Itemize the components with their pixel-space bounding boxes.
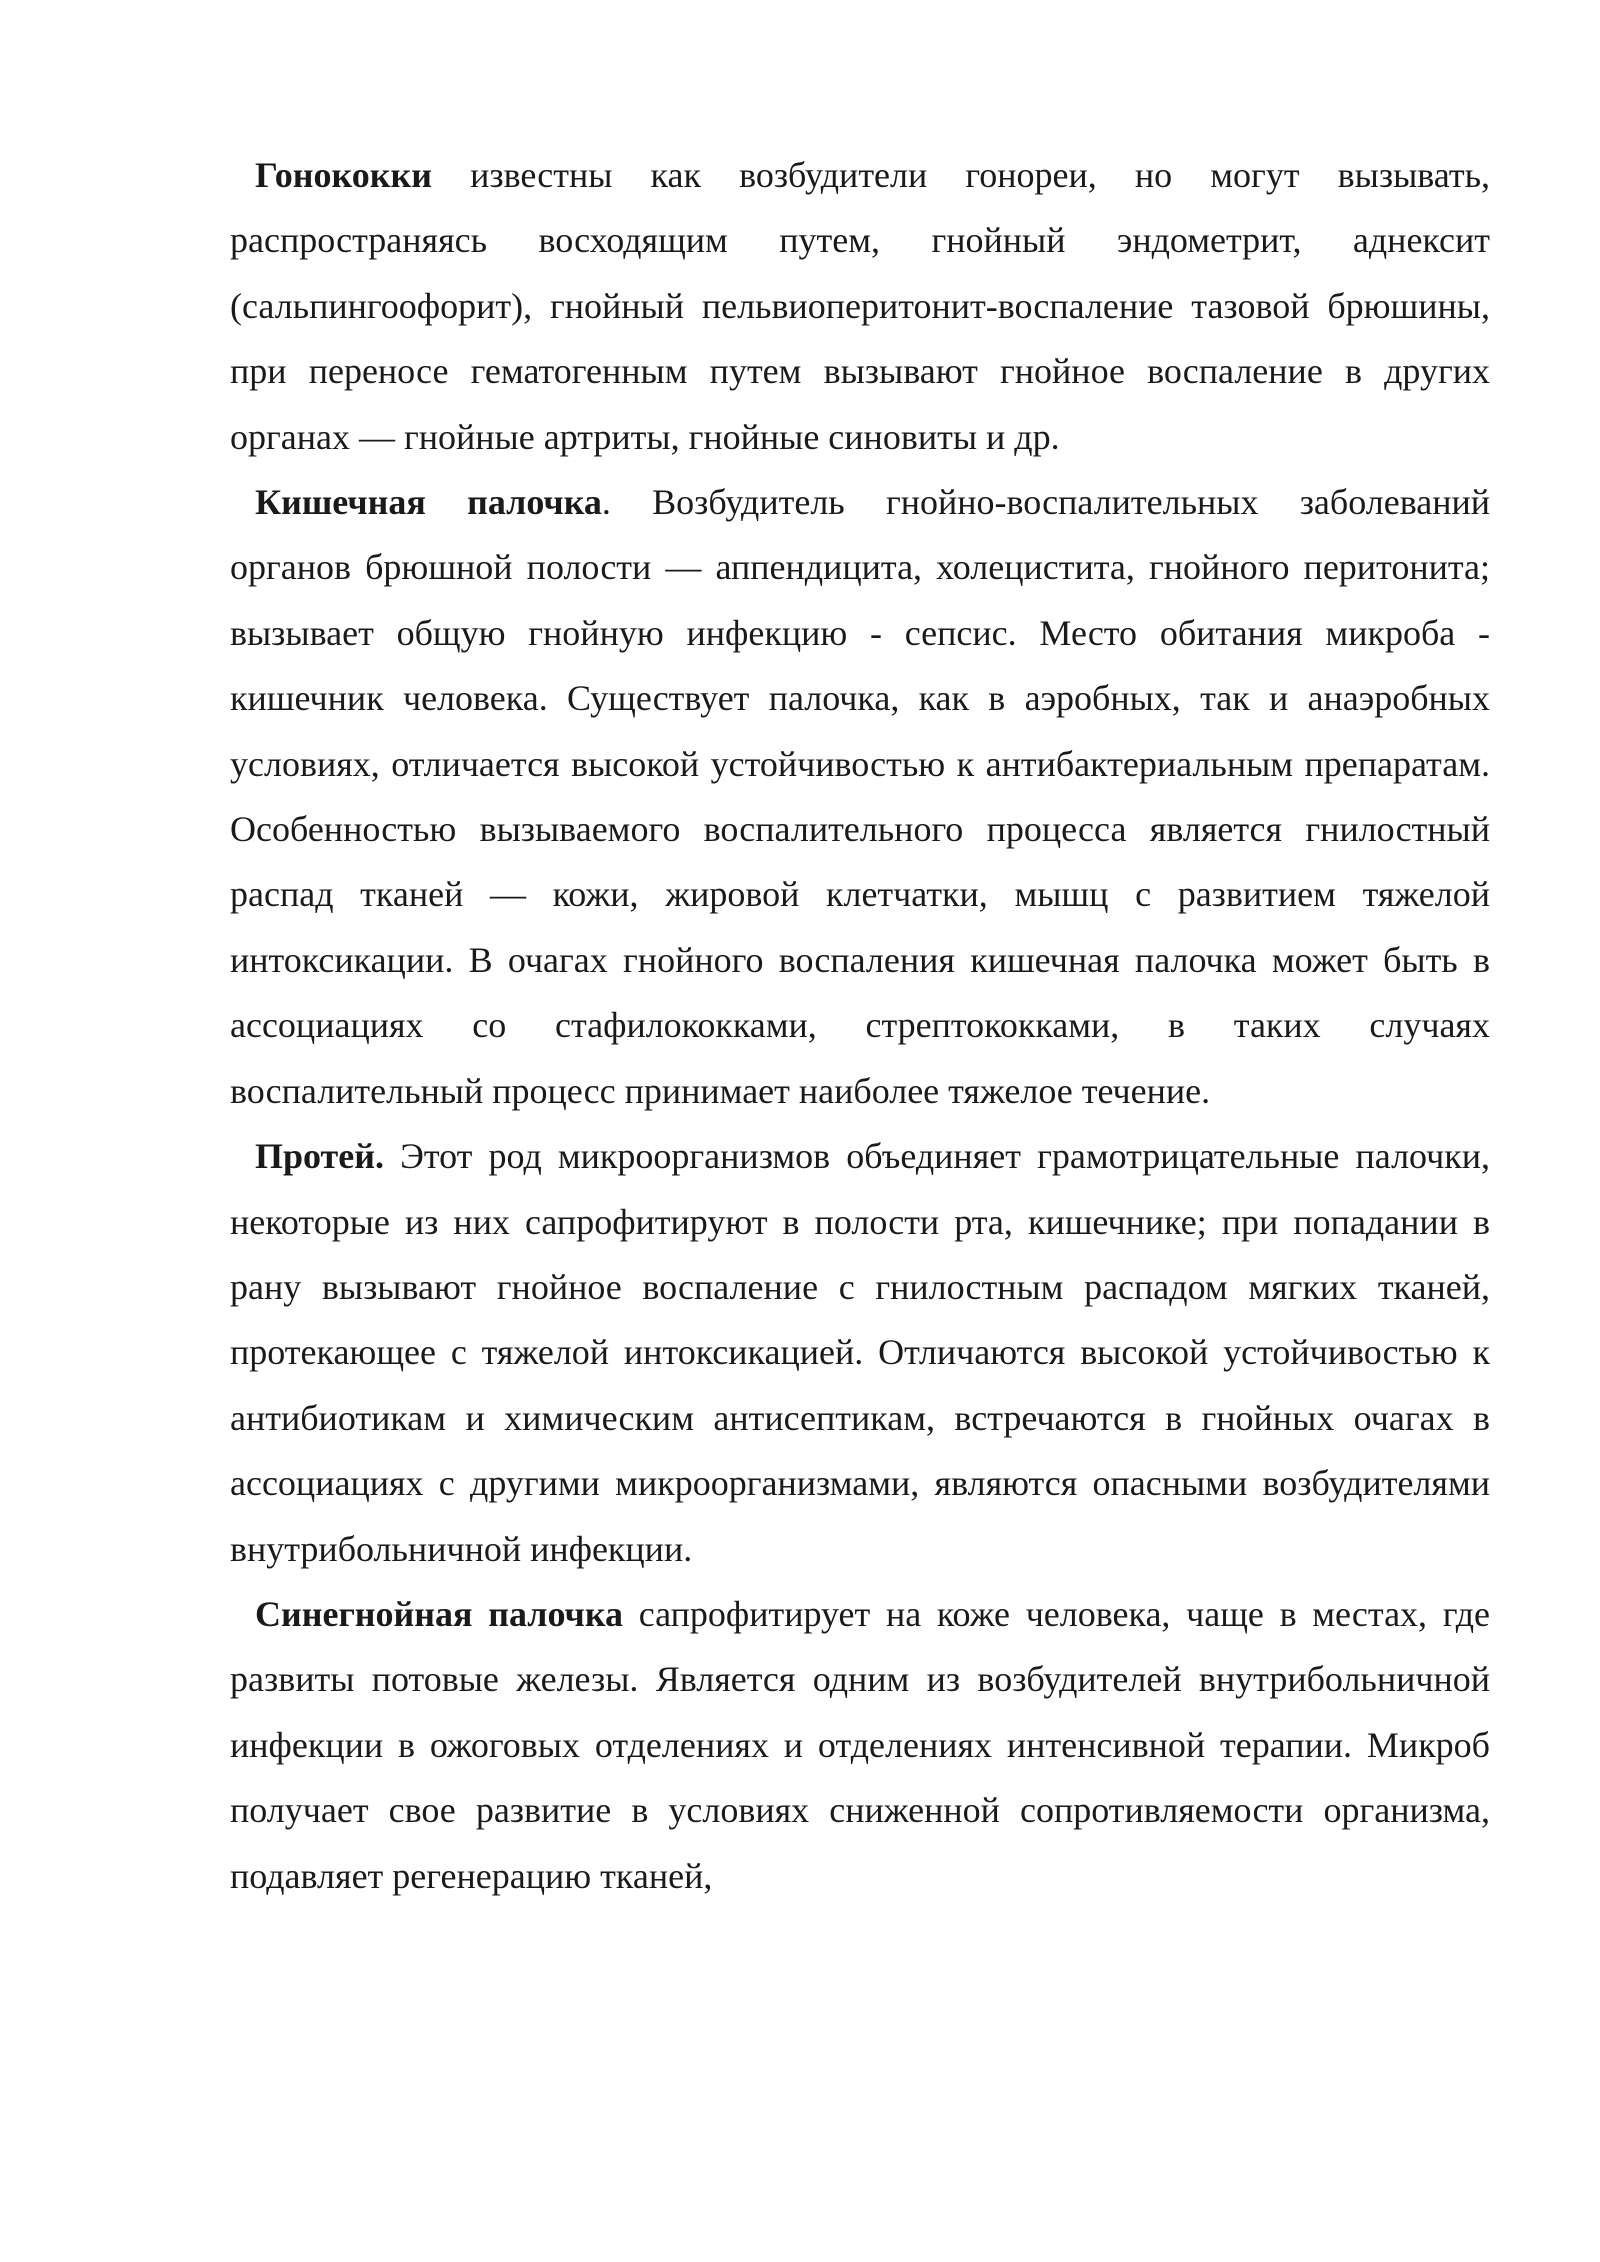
paragraph-proteus bbox=[230, 1124, 1490, 1582]
paragraph-text: известны как возбудители гонореи, но могут вызывать, распространяясь восходящим путем, гнойный эндометрит, аднексит (сальпингоофорит), гнойный пельвиоперитонит-воспаление тазовой брюшины, при переносе гематогенным путем вызывают гнойное воспаление в других органах — гнойные артриты, гнойные синовиты и др. bbox=[230, 155, 1490, 457]
paragraph-text: . Возбудитель гнойно-воспалительных заболеваний органов брюшной полости — аппендицита, холецистита, гнойного перитонита; вызывает общую гнойную инфекцию - сепсис. Место обитания микроба - кишечник человека. Существует палочка, как в аэробных, так и анаэробных условиях, отличается высокой устойчивостью к антибактериальным препаратам. Особенностью вызываемого воспалительного процесса является гнилостный распад тканей — кожи, жировой клетчатки, мышц с развитием тяжелой интоксикации. В очагах гнойного воспаления кишечная палочка может быть в ассоциациях со стафилококками, стрептококками, в таких случаях воспалительный процесс принимает наиболее тяжелое течение. bbox=[230, 482, 1490, 1111]
term-heading: Гонококки bbox=[255, 155, 432, 195]
term-heading: Протей. bbox=[255, 1136, 384, 1177]
document-body bbox=[230, 143, 1490, 1909]
paragraph-gonococci bbox=[230, 143, 1490, 470]
paragraph-text: сапрофитирует на коже человека, чаще в местах, где развиты потовые железы. Является одним из возбудителей внутрибольничной инфекции в ожоговых отделениях и отделениях интенсивной терапии. Микроб получает свое развитие в условиях сниженной сопротивляемости организма, подавляет регенерацию тканей, bbox=[230, 1593, 1491, 1896]
term-heading: Синегнойная палочка bbox=[255, 1593, 624, 1634]
term-heading: Кишечная палочка bbox=[255, 482, 602, 523]
paragraph-pseudomonas bbox=[230, 1582, 1490, 1909]
paragraph-text: Этот род микроорганизмов объединяет грамотрицательные палочки, некоторые из них сапрофитируют в полости рта, кишечнике; при попадании в рану вызывают гнойное воспаление с гнилостным распадом мягких тканей, протекающее с тяжелой интоксикацией. Отличаются высокой устойчивостью к антибиотикам и химическим антисептикам, встречаются в гнойных очагах в ассоциациях с другими микроорганизмами, являются опасными возбудителями внутрибольничной инфекции. bbox=[230, 1136, 1490, 1569]
paragraph-e-coli bbox=[230, 470, 1490, 1124]
